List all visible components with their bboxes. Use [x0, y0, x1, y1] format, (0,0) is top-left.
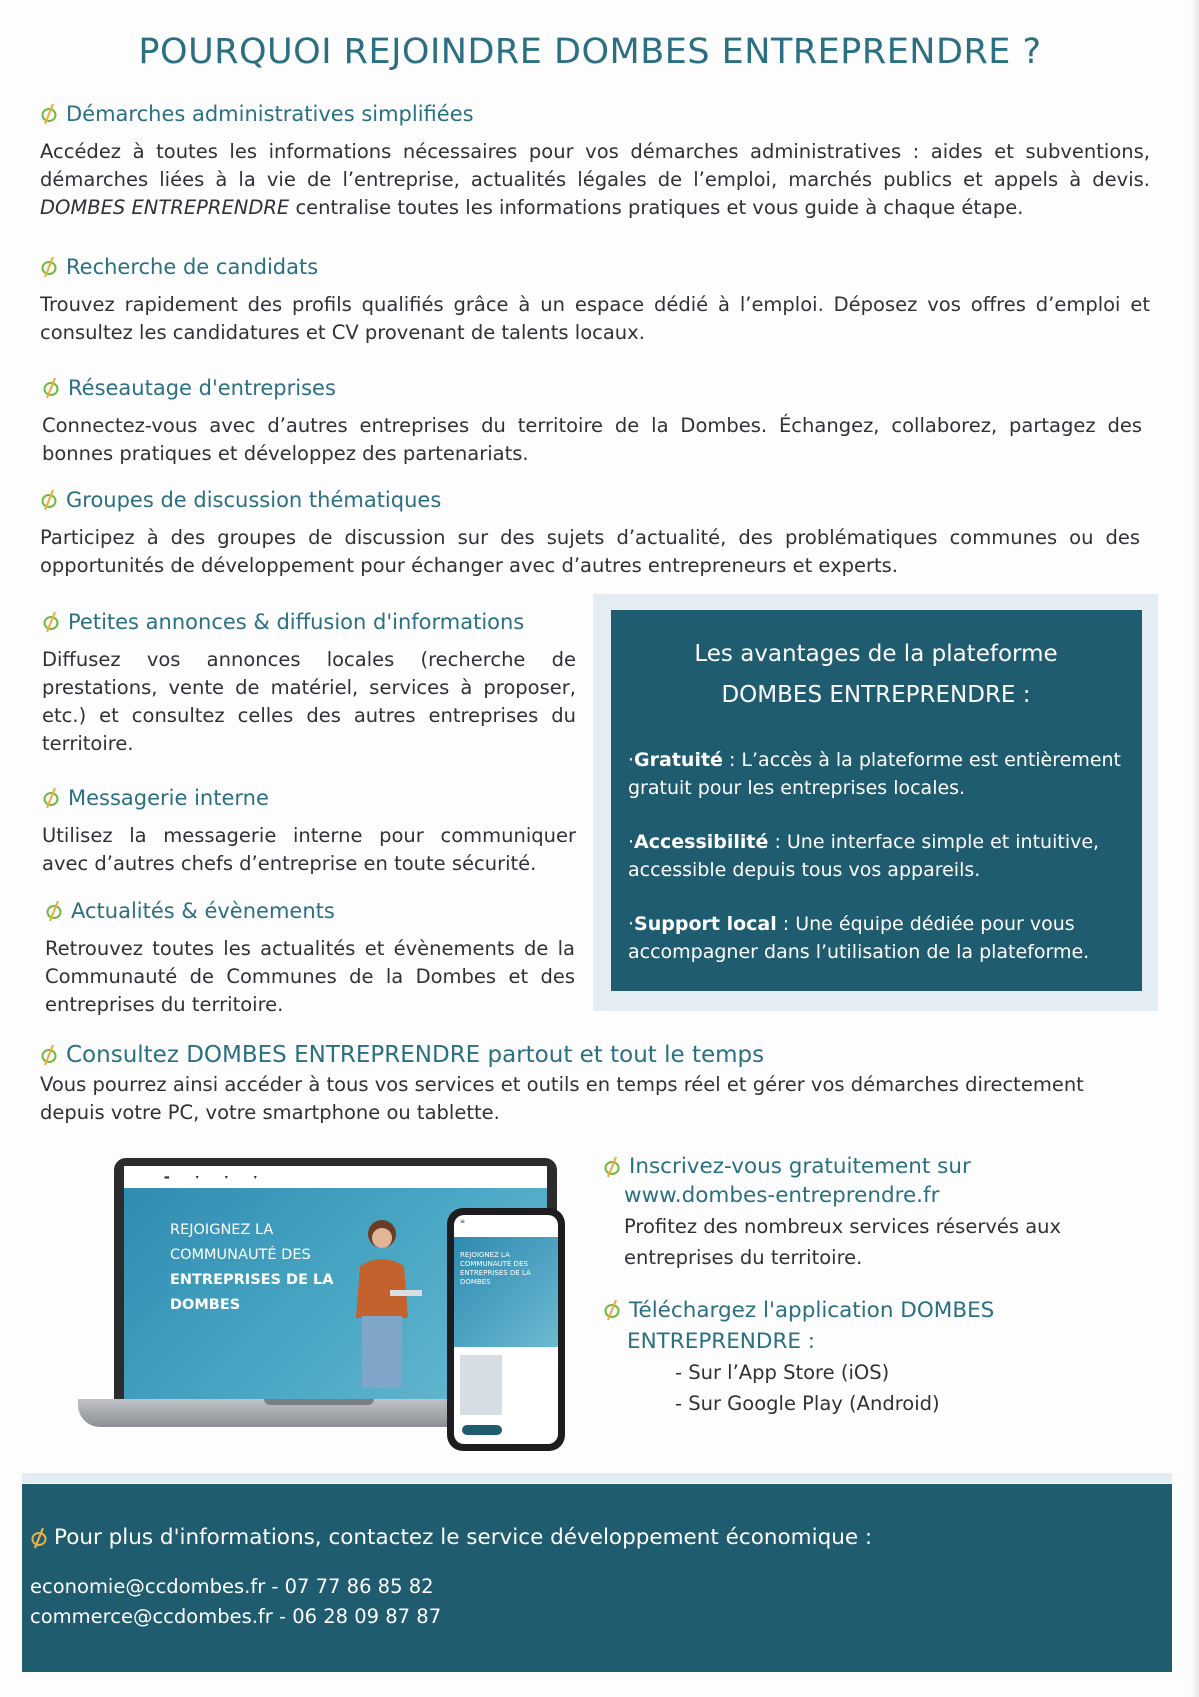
section-annonces	[42, 608, 576, 758]
section-text: Connectez-vous avec d’autres entreprises du territoire de la Dombes. Échangez, collaborez, partagez des bonnes pratiques et développez des partenariats.	[42, 414, 1142, 465]
section-text: Retrouvez toutes les actualités et évènements de la Communauté de Communes de la Dombes et des entreprises du territoire.	[45, 937, 575, 1016]
store-item-ios: - Sur l’App Store (iOS)	[675, 1361, 890, 1384]
signup-block	[603, 1153, 1163, 1273]
phi-icon	[40, 256, 58, 278]
section-title: Recherche de candidats	[66, 255, 319, 279]
contact-line-commerce[interactable]: commerce@ccdombes.fr - 06 28 09 87 87	[30, 1605, 442, 1628]
section-text: Trouvez rapidement des profils qualifiés grâce à un espace dédié à l’emploi. Déposez vos offres d’emploi et consultez les candidatures et CV provenant de talents locaux.	[40, 293, 1150, 344]
section-text: Utilisez la messagerie interne pour communiquer avec d’autres chefs d’entreprise en toute sécurité.	[42, 824, 576, 875]
person-illustration	[342, 1208, 422, 1388]
advantages-box	[611, 610, 1142, 991]
advantage-item: ·Accessibilité : Une interface simple et intuitive, accessible depuis tous vos appareils.	[628, 831, 1100, 881]
phone-button	[462, 1425, 502, 1435]
advantage-item: ·Gratuité : L’accès à la plateforme est entièrement gratuit pour les entreprises locales.	[628, 749, 1122, 799]
section-heading	[42, 608, 576, 636]
phone-header: ≡	[460, 1218, 466, 1225]
store-item-android: - Sur Google Play (Android)	[675, 1392, 940, 1415]
app-heading: Téléchargez l'application DOMBES	[603, 1295, 1163, 1326]
laptop-mockup	[78, 1158, 498, 1440]
section-title: Consultez DOMBES ENTREPRENDRE partout et tout le temps	[66, 1042, 765, 1068]
phi-icon	[603, 1299, 621, 1321]
section-heading	[42, 784, 576, 812]
contact-line-economie[interactable]: economie@ccdombes.fr - 07 77 86 85 82	[30, 1575, 434, 1598]
footer-heading: Pour plus d'informations, contactez le service développement économique :	[30, 1524, 1172, 1552]
section-heading	[42, 374, 1142, 402]
section-actualites	[45, 897, 575, 1019]
footer-stripe	[22, 1473, 1172, 1483]
section-text: Vous pourrez ainsi accéder à tous vos services et outils en temps réel et gérer vos démarches directement depuis votre PC, votre smartphone ou tablette.	[40, 1073, 1084, 1124]
section-title: Actualités & évènements	[71, 899, 335, 923]
section-demarches	[40, 100, 1150, 222]
section-title: Groupes de discussion thématiques	[66, 488, 442, 512]
phi-icon	[45, 900, 63, 922]
section-text: Participez à des groupes de discussion sur des sujets d’actualité, des problématiques communes ou des opportunités de développement pour échanger avec d’autres entrepreneurs et experts.	[40, 526, 1140, 577]
phi-icon	[40, 1044, 58, 1066]
section-candidats	[40, 253, 1150, 347]
app-block	[603, 1295, 1163, 1419]
section-title: Réseautage d'entreprises	[68, 376, 336, 400]
phi-icon	[42, 377, 60, 399]
section-messagerie	[42, 784, 576, 878]
page-title: POURQUOI REJOINDRE DOMBES ENTREPRENDRE ?	[138, 32, 1042, 72]
section-title: Petites annonces & diffusion d'informations	[68, 610, 525, 634]
website-link[interactable]: www.dombes-entreprendre.fr	[624, 1183, 940, 1208]
section-text: Accédez à toutes les informations nécessaires pour vos démarches administratives : aides et subventions, démarches liées à la vie de l’entreprise, actualités légales de l’emploi, marchés publics et appels à devis. DOMBES ENTREPRENDRE centralise toutes les informations pratiques et vous guide à chaque étape.	[40, 140, 1150, 219]
phi-icon	[40, 489, 58, 511]
laptop-hero-text: REJOIGNEZ LA COMMUNAUTÉ DES ENTREPRISES DE LA DOMBES	[170, 1222, 334, 1313]
section-heading	[45, 897, 575, 925]
phi-icon	[42, 611, 60, 633]
app-heading-line2: ENTREPRENDRE :	[627, 1329, 816, 1354]
phi-icon	[603, 1156, 621, 1178]
section-title: Messagerie interne	[68, 786, 269, 810]
phi-icon	[42, 787, 60, 809]
scan-edge	[1189, 0, 1199, 1697]
section-heading	[40, 486, 1140, 514]
brand-italic: DOMBES ENTREPRENDRE	[40, 196, 290, 219]
signup-heading: Inscrivez-vous gratuitement sur	[603, 1153, 1163, 1181]
phone-hero: REJOIGNEZ LA COMMUNAUTÉ DES ENTREPRISES DE LA DOMBES	[454, 1237, 558, 1347]
section-heading	[40, 253, 1150, 281]
signup-text: Profitez des nombreux services réservés aux entreprises du territoire.	[624, 1215, 1062, 1269]
phi-icon	[40, 103, 58, 125]
section-partout	[40, 1041, 1150, 1127]
contact-footer	[22, 1484, 1172, 1672]
section-text: Diffusez vos annonces locales (recherche de prestations, vente de matériel, services à proposer, etc.) et consultez celles des autres entreprises du territoire.	[42, 648, 576, 755]
section-heading	[40, 100, 1150, 128]
phi-icon	[30, 1527, 48, 1549]
laptop-nav-bar: ▬ ▾ ▾ ▾	[124, 1166, 547, 1188]
advantage-item: ·Support local : Une équipe dédiée pour vous accompagner dans l’utilisation de la plateforme.	[628, 913, 1090, 963]
section-reseautage	[42, 374, 1142, 468]
section-heading	[40, 1041, 1150, 1069]
phone-mockup	[447, 1208, 565, 1451]
advantages-title: Les avantages de la plateforme DOMBES ENTREPRENDRE :	[694, 641, 1058, 708]
phone-card	[460, 1355, 502, 1415]
section-groupes	[40, 486, 1140, 580]
section-title: Démarches administratives simplifiées	[66, 102, 474, 126]
